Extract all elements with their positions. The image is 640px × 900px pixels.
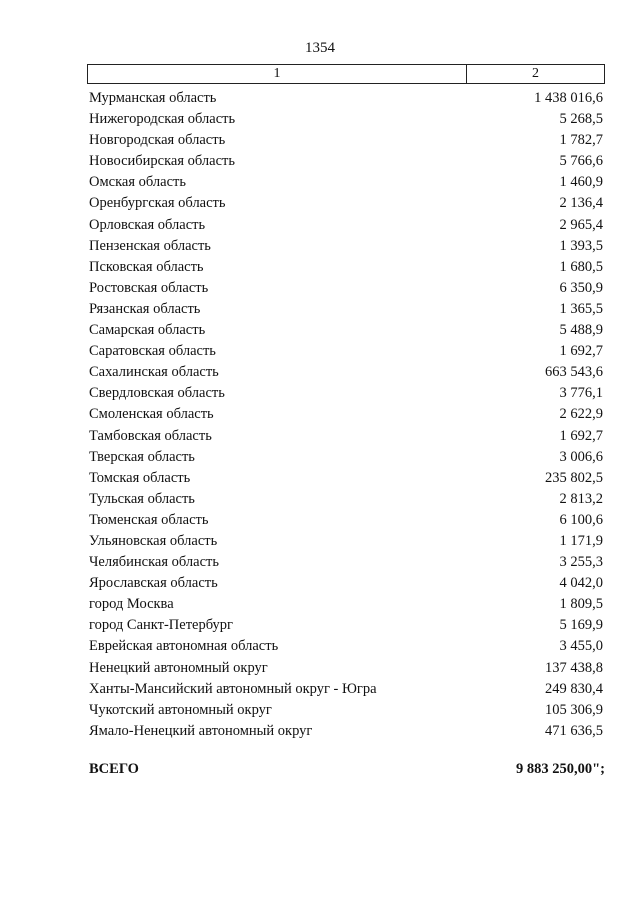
region-name: Орловская область [89,216,206,233]
region-name: Омская область [89,174,186,191]
table-row [89,552,605,573]
region-name: Ярославская область [89,575,218,592]
region-value: 3 776,1 [559,385,603,402]
column-header-2: 2 [532,66,539,81]
region-name: Тамбовская область [89,427,212,444]
region-value: 3 255,3 [559,554,603,571]
region-name: Тверская область [89,448,195,465]
table-row [89,257,605,278]
region-name: Мурманская область [89,90,217,106]
region-value: 1 809,5 [559,596,603,613]
region-name: Смоленская область [89,406,214,423]
table-row [89,447,605,468]
column-header-row [87,64,605,84]
region-name: Пензенская область [89,237,211,254]
total-value: 9 883 250,00"; [515,761,605,777]
region-value: 1 171,9 [559,532,603,549]
table-body [89,88,605,742]
region-name: Нижегородская область [89,111,236,128]
region-value: 249 830,4 [545,680,603,697]
region-value: 2 813,2 [559,490,603,507]
region-value: 663 543,6 [545,364,603,381]
table-row [89,404,605,425]
region-name: Новгородская область [89,132,226,149]
region-value: 6 100,6 [559,511,603,528]
region-value: 2 136,4 [559,195,603,212]
region-value: 1 438 016,6 [534,90,603,106]
table-row [89,426,605,447]
region-name: Новосибирская область [89,153,235,170]
region-value: 105 306,9 [545,701,603,718]
region-name: Еврейская автономная область [89,638,279,655]
region-value: 5 268,5 [559,111,603,128]
region-name: Ямало-Ненецкий автономный округ [89,722,313,739]
region-value: 1 680,5 [559,258,603,275]
region-value: 137 438,8 [545,659,603,676]
region-name: Тульская область [89,490,195,507]
region-value: 1 782,7 [559,132,603,149]
region-value: 3 006,6 [559,448,603,465]
table-row [89,215,605,236]
table-row [89,236,605,257]
region-value: 2 622,9 [559,406,603,423]
table-row [89,721,605,742]
region-value: 4 042,0 [559,575,603,592]
table-row [89,362,605,383]
region-name: Псковская область [89,258,204,275]
region-name: Тюменская область [89,511,209,528]
region-name: Ханты-Мансийский автономный округ - Югра [89,680,377,697]
table-row [89,636,605,657]
table-row [89,341,605,362]
region-name: Ростовская область [89,279,209,296]
region-name: Ненецкий автономный округ [89,659,268,676]
total-label: ВСЕГО [89,761,139,777]
region-value: 235 802,5 [545,469,603,486]
region-value: 2 965,4 [559,216,603,233]
region-name: Чукотский автономный округ [89,701,272,718]
table-row [89,278,605,299]
table-row [89,151,605,172]
table-row [89,383,605,404]
table-row [89,573,605,594]
region-name: Челябинская область [89,554,219,571]
page-number: 1354 [305,40,335,56]
region-value: 1 692,7 [559,427,603,444]
table-row [89,172,605,193]
region-value: 5 488,9 [559,322,603,339]
table-row [89,658,605,679]
region-name: Рязанская область [89,300,201,317]
table-row [89,615,605,636]
region-name: Сахалинская область [89,364,219,381]
table-row [89,299,605,320]
region-value: 471 636,5 [545,722,603,739]
table-row [89,531,605,552]
region-name: Томская область [89,469,191,486]
region-name: Свердловская область [89,385,225,402]
region-value: 1 460,9 [559,174,603,191]
table-row [89,700,605,721]
region-value: 5 766,6 [559,153,603,170]
region-name: город Москва [89,596,174,613]
region-name: Ульяновская область [89,532,218,549]
region-name: Оренбургская область [89,195,226,212]
table-row [89,594,605,615]
table-row [89,130,605,151]
table-row [89,88,605,109]
table-row [89,489,605,510]
region-name: Самарская область [89,322,206,339]
table-row [89,468,605,489]
region-value: 1 692,7 [559,343,603,360]
region-name: Саратовская область [89,343,216,360]
region-value: 5 169,9 [559,617,603,634]
region-value: 6 350,9 [559,279,603,296]
table-row [89,510,605,531]
table-row [89,679,605,700]
table-row [89,320,605,341]
column-header-1: 1 [88,65,467,83]
table-row [89,193,605,214]
table-row [89,109,605,130]
region-name: город Санкт-Петербург [89,617,234,634]
total-row [89,761,605,778]
region-value: 1 365,5 [559,300,603,317]
region-value: 3 455,0 [559,638,603,655]
region-value: 1 393,5 [559,237,603,254]
